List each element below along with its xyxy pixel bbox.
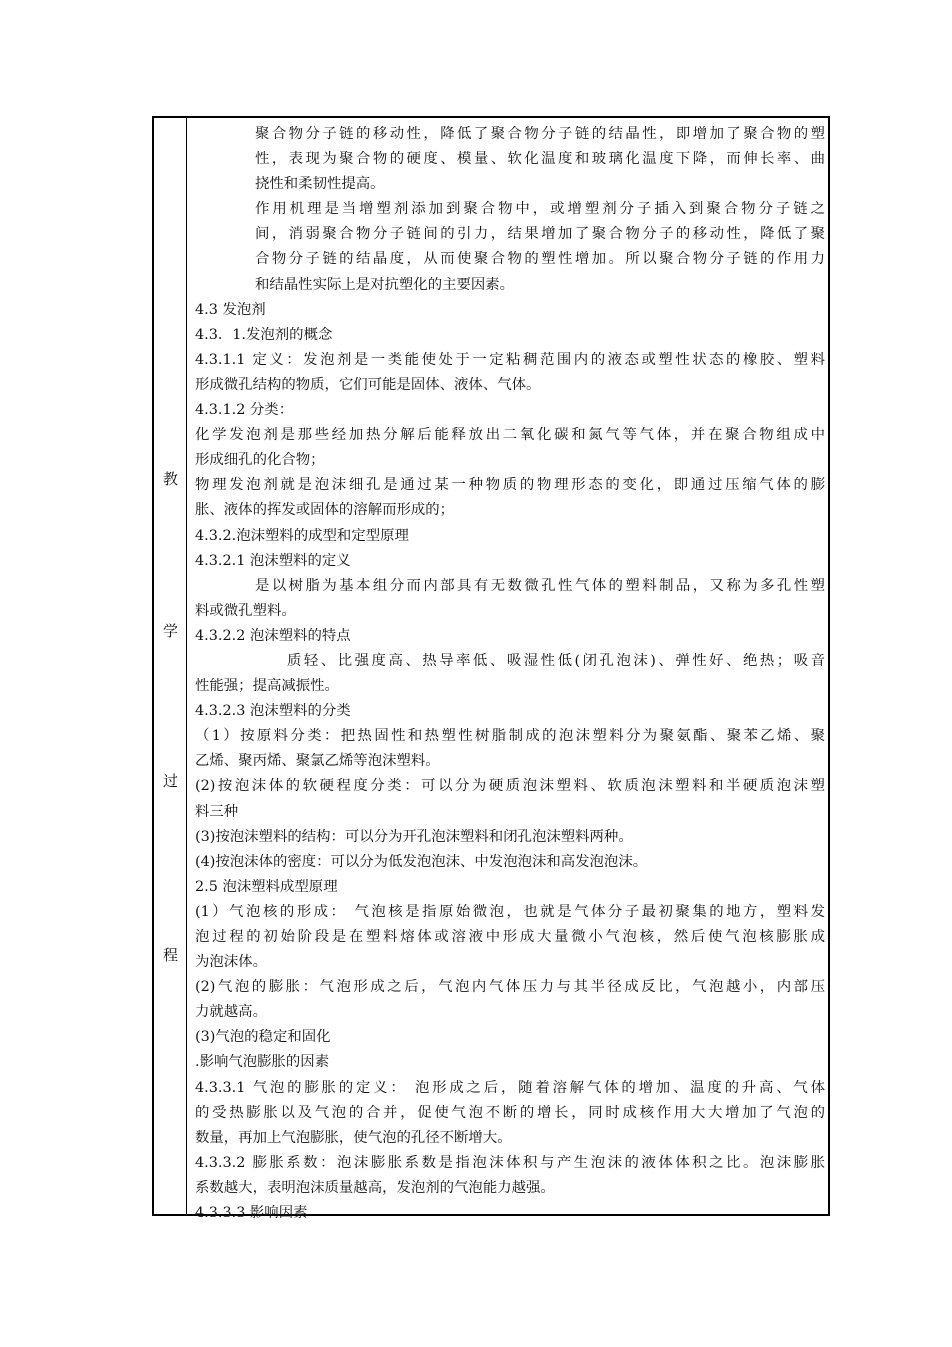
section-heading: 4.3.2.2 泡沫塑料的特点	[195, 627, 351, 644]
text-line: 系数越大，表明泡沫质量越高，发泡剂的气泡能力越强。	[195, 1179, 555, 1196]
text-line: 4.3.1.1 定义：发泡剂是一类能使处于一定粘稠范围内的液态或塑性状态的橡胶、塑料	[195, 351, 825, 368]
content-body	[195, 122, 825, 1226]
side-label-char: 教	[162, 470, 178, 488]
text-line: 泡过程的初始阶段是在塑料熔体或溶液中形成大量微小气泡核，然后使气泡核膨胀成	[195, 929, 825, 945]
text-line: 挠性和柔韧性提高。	[255, 176, 385, 193]
side-label-column	[154, 118, 187, 1214]
section-heading: 4.3.2.1 泡沫塑料的定义	[195, 552, 351, 569]
text-line: 作用机理是当增塑剂添加到聚合物中，或增塑剂分子插入到聚合物分子链之	[255, 201, 825, 218]
text-line: 化学发泡剂是那些经加热分解后能释放出二氧化碳和氮气等气体，并在聚合物组成中	[195, 427, 825, 444]
text-line: 4.3.3.1 气泡的膨胀的定义： 泡形成之后，随着溶解气体的增加、温度的升高、气体	[195, 1079, 825, 1096]
text-line: 形成细孔的化合物；	[195, 452, 325, 469]
text-line: 乙烯、聚丙烯、聚氯乙烯等泡沫塑料。	[195, 753, 440, 770]
text-line: （1）按原料分类：把热固性和热塑性树脂制成的泡沫塑料分为聚氨酯、聚苯乙烯、聚	[195, 728, 825, 745]
text-line: (2)按泡沫体的软硬程度分类：可以分为硬质泡沫塑料、软质泡沫塑料和半硬质泡沫塑	[195, 778, 825, 795]
text-line: 形成微孔结构的物质，它们可能是固体、液体、气体。	[195, 376, 541, 393]
section-heading: 2.5 泡沫塑料成型原理	[195, 878, 338, 895]
text-line: 料或微孔塑料。	[195, 602, 296, 619]
side-label-char: 程	[162, 946, 178, 964]
section-heading: 4.3.3.3 影响因素	[195, 1205, 308, 1222]
text-line: 和结晶性实际上是对抗塑化的主要因素。	[255, 276, 515, 293]
text-line: 力就越高。	[195, 1004, 267, 1021]
text-line: (3)气泡的稳定和固化	[195, 1029, 331, 1046]
text-line: 间，消弱聚合物分子链间的引力，结果增加了聚合物分子的移动性，降低了聚	[255, 226, 825, 243]
text-line: 为泡沫体。	[195, 954, 267, 971]
text-line: 数量，再加上气泡膨胀，使气泡的孔径不断增大。	[195, 1129, 512, 1146]
side-label-char: 过	[162, 772, 178, 790]
text-line: 聚合物分子链的移动性，降低了聚合物分子链的结晶性，即增加了聚合物的塑	[255, 126, 825, 142]
text-line: (1）气泡核的形成： 气泡核是指原始微泡，也就是气体分子最初聚集的地方，塑料发	[195, 903, 825, 920]
text-line: 是以树脂为基本组分而内部具有无数微孔性气体的塑料制品，又称为多孔性塑	[255, 577, 825, 594]
text-line: 的受热膨胀以及气泡的合并，促使气泡不断的增长，同时成核作用大大增加了气泡的	[195, 1104, 825, 1121]
text-line: 4.3.3.2 膨胀系数：泡沫膨胀系数是指泡沫体积与产生泡沫的液体体积之比。泡沫膨胀	[195, 1154, 825, 1171]
text-line: 质轻、比强度高、热导率低、吸湿性低(闭孔泡沫)、弹性好、绝热；吸音	[287, 652, 825, 669]
text-line: 胀、液体的挥发或固体的溶解而形成的；	[195, 502, 455, 519]
text-line: (4)按泡沫体的密度：可以分为低发泡泡沫、中发泡泡沫和高发泡泡沫。	[195, 853, 648, 870]
text-line: 料三种	[195, 803, 239, 820]
section-heading: 4.3 发泡剂	[195, 301, 266, 318]
text-line: 性能强；提高减振性。	[195, 678, 339, 695]
section-heading: 4.3．1.发泡剂的概念	[195, 326, 333, 343]
content-table	[152, 116, 830, 1222]
side-label-char: 学	[162, 622, 178, 640]
text-line: (2)气泡的膨胀：气泡形成之后，气泡内气体压力与其半径成反比，气泡越小，内部压	[195, 979, 825, 996]
section-heading: 4.3.1.2 分类：	[195, 402, 294, 419]
text-line: (3)按泡沫塑料的结构：可以分为开孔泡沫塑料和闭孔泡沫塑料两种。	[195, 828, 633, 845]
text-line: 性，表现为聚合物的硬度、模量、软化温度和玻璃化温度下降，而伸长率、曲	[255, 151, 825, 168]
text-line: 合物分子链的结晶度，从而使聚合物的塑性增加。所以聚合物分子链的作用力	[255, 251, 825, 268]
section-heading: 4.3.2.3 泡沫塑料的分类	[195, 703, 351, 720]
text-line: .影响气泡膨胀的因素	[195, 1054, 330, 1071]
text-line: 物理发泡剂就是泡沫细孔是通过某一种物质的物理形态的变化，即通过压缩气体的膨	[195, 477, 825, 494]
section-heading: 4.3.2.泡沫塑料的成型和定型原理	[195, 527, 409, 544]
